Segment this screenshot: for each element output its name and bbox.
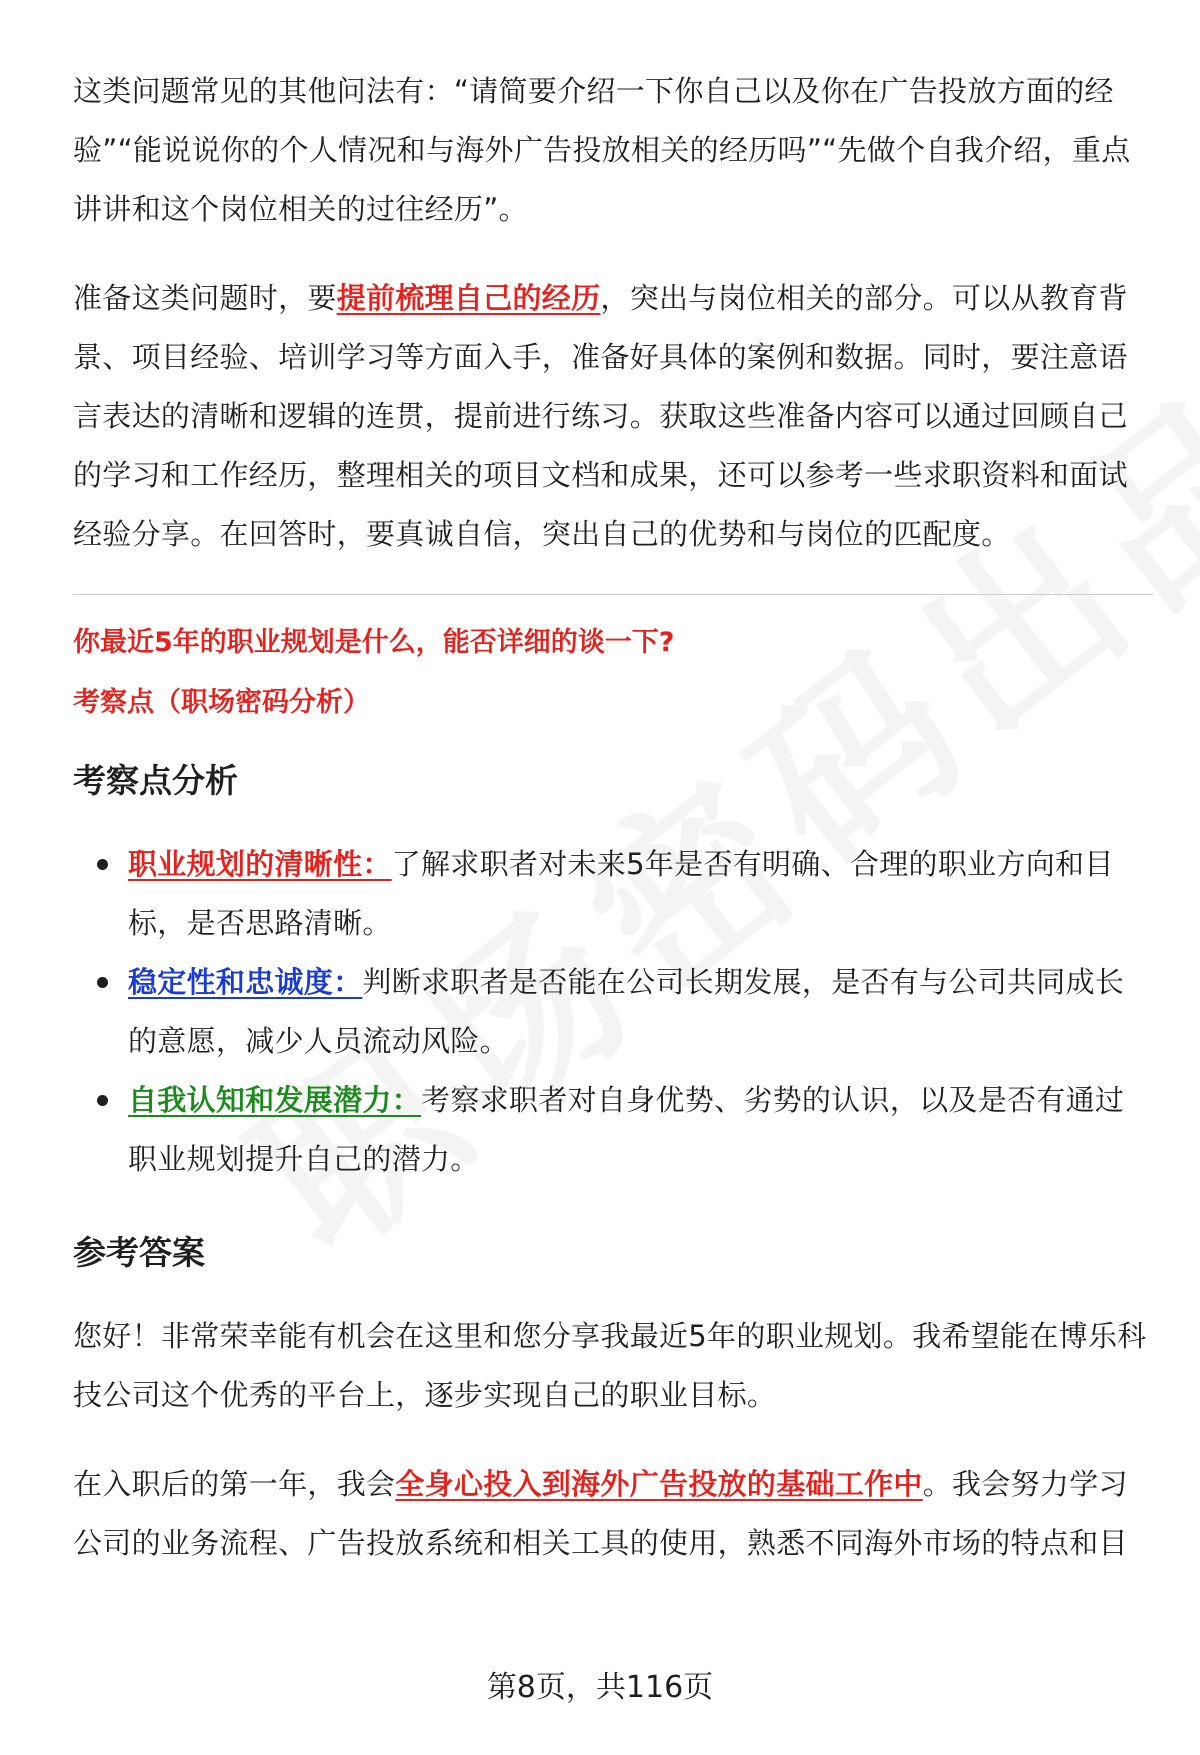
prep-text-after: ，突出与岗位相关的部分。可以从教育背景、项目经验、培训学习等方面入手，准备好具体的案例和数据。同时，要注意语言表达的清晰和逻辑的连贯，提前进行练习。获取这些准备内容可以通过回顾自己的学习和工作经历，整理相关的项目文档和成果，还可以参考一些求职资料和面试经验分享。在回答时，要真诚自信，突出自己的优势和与岗位的匹配度。: [73, 281, 1128, 551]
answer-paragraph-2: [73, 1455, 1153, 1573]
prep-text-before: 准备这类问题时，要: [73, 281, 337, 315]
bullet-icon: [97, 859, 108, 870]
analysis-point: [73, 835, 1153, 953]
analysis-points-list: [73, 835, 1153, 1189]
preparation-paragraph: [73, 269, 1153, 564]
analysis-heading: 考察点分析: [73, 761, 238, 800]
document-content: [73, 62, 1153, 1603]
analysis-point-text: 判断求职者是否能在公司长期发展，是否有与公司共同成长的意愿，减少人员流动风险。: [128, 965, 1125, 1058]
answer-text-after: 。我会努力学习公司的业务流程、广告投放系统和相关工具的使用，熟悉不同海外市场的特点和目: [73, 1467, 1128, 1560]
analysis-point-term: 自我认知和发展潜力：: [128, 1083, 422, 1117]
alt-phrasings-paragraph: 这类问题常见的其他问法有：“请简要介绍一下你自己以及你在广告投放方面的经验”“能说说你的个人情况和与海外广告投放相关的经历吗”“先做个自我介绍，重点讲讲和这个岗位相关的过往经历”。: [73, 74, 1131, 226]
answer-text-before: 在入职后的第一年，我会: [73, 1467, 396, 1501]
answer-heading: 参考答案: [73, 1233, 205, 1272]
prep-highlight: 提前梳理自己的经历: [336, 281, 601, 315]
analysis-point-text: 了解求职者对未来5年是否有明确、合理的职业方向和目标，是否思路清晰。: [128, 847, 1114, 940]
analysis-point-term: 职业规划的清晰性：: [128, 847, 392, 881]
answer-paragraph-1: 您好！非常荣幸能有机会在这里和您分享我最近5年的职业规划。我希望能在博乐科技公司这个优秀的平台上，逐步实现自己的职业目标。: [73, 1319, 1147, 1412]
analysis-point-term: 稳定性和忠诚度：: [128, 965, 363, 999]
analysis-point: [73, 953, 1153, 1071]
bullet-icon: [97, 1095, 108, 1106]
bullet-icon: [97, 977, 108, 988]
section-divider: [73, 594, 1153, 595]
question-title: 你最近5年的职业规划是什么，能否详细的谈一下?: [73, 627, 675, 658]
question-subtitle: 考察点（职场密码分析）: [73, 687, 370, 718]
analysis-point: [73, 1071, 1153, 1189]
page-number-footer: 第8页，共116页: [486, 1670, 714, 1705]
analysis-point-text: 考察求职者对自身优势、劣势的认识，以及是否有通过职业规划提升自己的潜力。: [128, 1083, 1125, 1176]
answer-highlight: 全身心投入到海外广告投放的基础工作中: [395, 1467, 923, 1501]
